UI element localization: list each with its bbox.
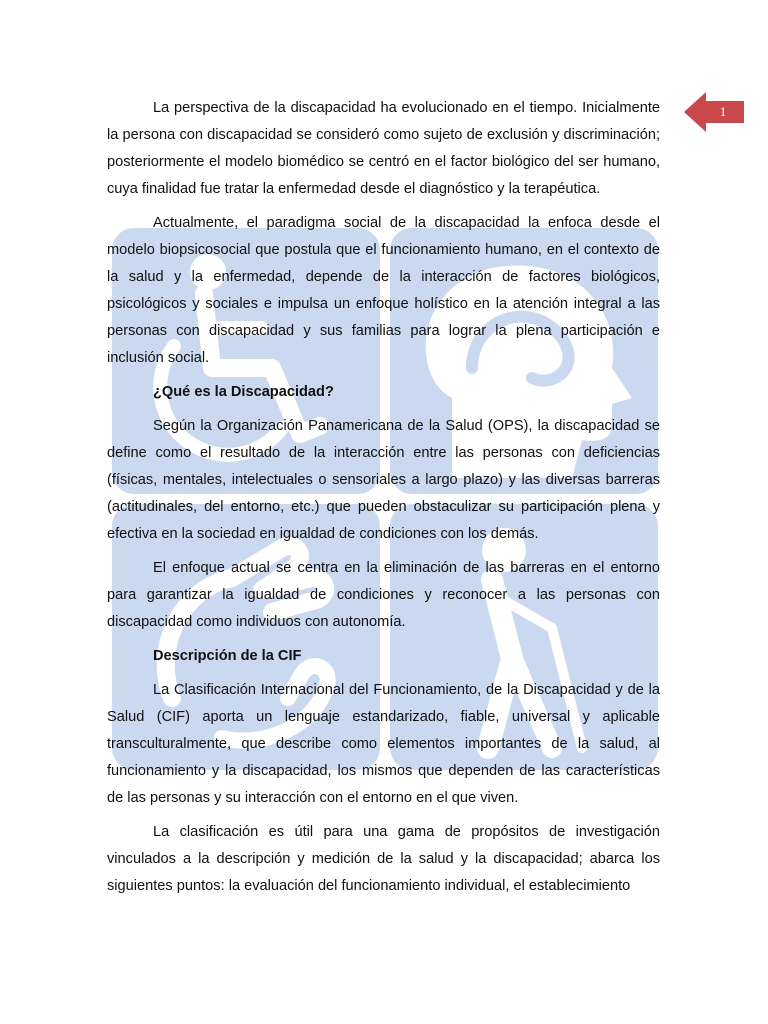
paragraph: Actualmente, el paradigma social de la discapacidad la enfoca desde el modelo biopsicosocial que postula que el funcionamiento humano, en el contexto de la salud y la enfermedad, depende de la interacción de factores biológicos, psicológicos y sociales e impulsa un enfoque holístico en la atención integral a las personas con discapacidad y sus familias para lograr la plena participación e inclusión social. <box>107 215 660 366</box>
paragraph: La clasificación es útil para una gama de propósitos de investigación vinculados a la descripción y medición de la salud y la discapacidad; abarca los siguientes puntos: la evaluación del funcionamiento individual, el establecimiento <box>107 824 660 894</box>
paragraph: El enfoque actual se centra en la eliminación de las barreras en el entorno para garantizar la igualdad de condiciones y reconocer a las personas con discapacidad como individuos con autonomía. <box>107 560 660 630</box>
section-heading: ¿Qué es la Discapacidad? <box>153 384 334 400</box>
page-number: 1 <box>719 104 727 119</box>
page-number-marker <box>684 92 744 132</box>
paragraph: La Clasificación Internacional del Funcionamiento, de la Discapacidad y de la Salud (CIF) aporta un lenguaje estandarizado, fiable, universal y aplicable transculturalmente, que describe como elementos importantes de la salud, al funcionamiento y la discapacidad, los mismos que dependen de las características de las personas y su interacción con el entorno en el que viven. <box>107 682 660 806</box>
document-body <box>107 95 660 907</box>
section-heading: Descripción de la CIF <box>153 648 302 664</box>
paragraph: Según la Organización Panamericana de la Salud (OPS), la discapacidad se define como el resultado de la interacción entre las personas con deficiencias (físicas, mentales, intelectuales o sensoriales a largo plazo) y las diversas barreras (actitudinales, del entorno, etc.) que pueden obstaculizar su participación plena y efectiva en la sociedad en igualdad de condiciones con los demás. <box>107 418 660 542</box>
paragraph: La perspectiva de la discapacidad ha evolucionado en el tiempo. Inicialmente la persona con discapacidad se consideró como sujeto de exclusión y discriminación; posteriormente el modelo biomédico se centró en el factor biológico del ser humano, cuya finalidad fue tratar la enfermedad desde el diagnóstico y la terapéutica. <box>107 100 660 197</box>
